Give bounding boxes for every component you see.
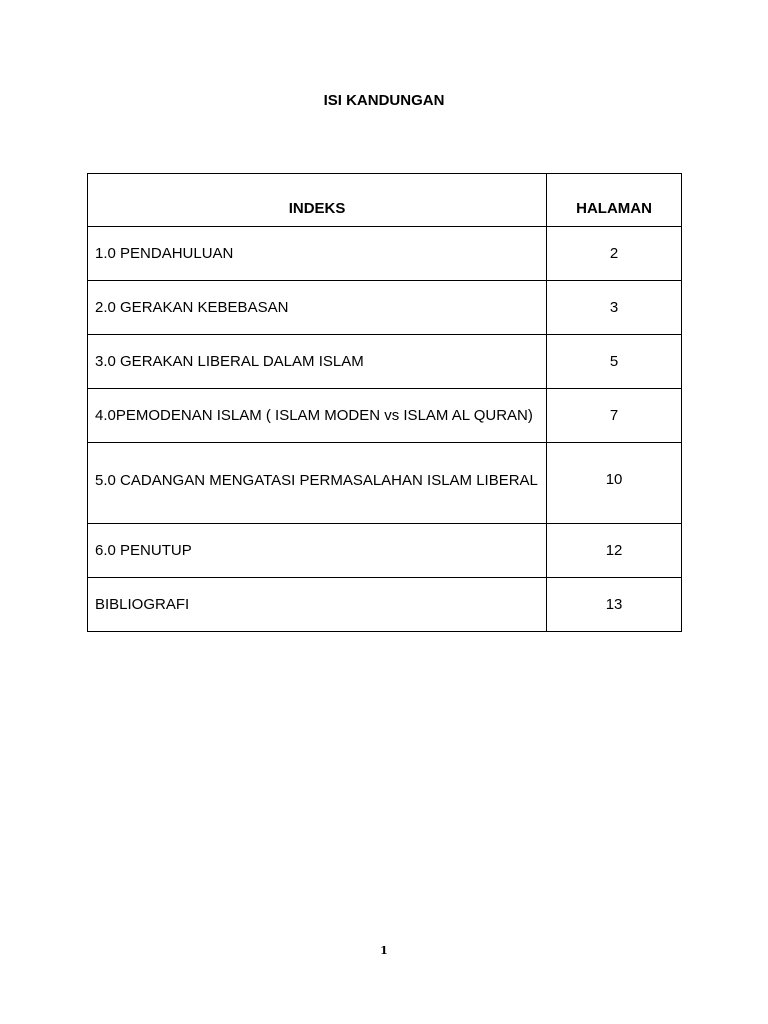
table-row: [88, 389, 682, 443]
header-page: HALAMAN: [547, 174, 682, 227]
table-row: [88, 524, 682, 578]
table-row: [88, 443, 682, 524]
table-row: [88, 227, 682, 281]
page-number: 1: [380, 944, 388, 957]
header-index: INDEKS: [88, 174, 547, 227]
toc-entry-page: 2: [547, 227, 682, 281]
toc-entry-page: 12: [547, 524, 682, 578]
toc-entry-page: 13: [547, 578, 682, 632]
toc-entry-label: 1.0 PENDAHULUAN: [88, 227, 547, 281]
table-row: [88, 335, 682, 389]
table-of-contents: [87, 173, 682, 632]
toc-entry-page: 5: [547, 335, 682, 389]
table-row: [88, 281, 682, 335]
toc-entry-label: 2.0 GERAKAN KEBEBASAN: [88, 281, 547, 335]
toc-entry-label: 4.0PEMODENAN ISLAM ( ISLAM MODEN vs ISLAM AL QURAN): [88, 389, 547, 443]
table-header-row: [88, 174, 682, 227]
table-row: [88, 578, 682, 632]
toc-entry-label: 6.0 PENUTUP: [88, 524, 547, 578]
toc-entry-label: 5.0 CADANGAN MENGATASI PERMASALAHAN ISLAM LIBERAL: [88, 443, 547, 524]
page-title: ISI KANDUNGAN: [323, 92, 445, 109]
toc-entry-page: 7: [547, 389, 682, 443]
toc-entry-page: 10: [547, 443, 682, 524]
toc-entry-label: BIBLIOGRAFI: [88, 578, 547, 632]
toc-entry-label: 3.0 GERAKAN LIBERAL DALAM ISLAM: [88, 335, 547, 389]
toc-entry-page: 3: [547, 281, 682, 335]
